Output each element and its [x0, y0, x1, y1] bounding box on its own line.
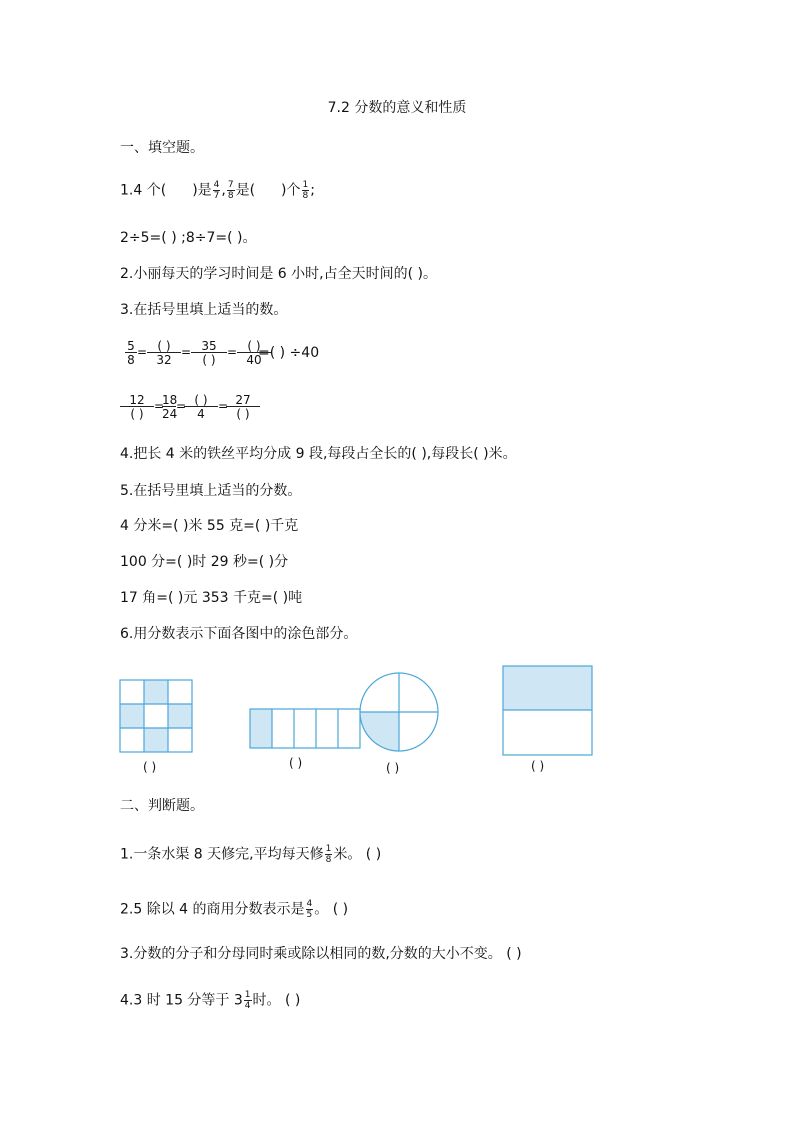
figure-grid-3x3 [119, 679, 195, 755]
equation-row-1-tail: =( ) ÷40 [258, 345, 320, 361]
judge-1: 1.一条水渠 8 天修完,平均每天修 $\frac{1}{8}$ 米。 ( ) [120, 844, 382, 865]
question-6: 6.用分数表示下面各图中的涂色部分。 [120, 626, 358, 642]
question-1b: 2÷5=( ) ;8÷7=( )。 [120, 230, 257, 246]
question-1: 1.4 个( )是 $\frac{4}{7}$ , $\frac{7}{8}$ 是( )个 $\frac{1}{8}$ ; [120, 180, 315, 201]
figure-4-caption: ( ) [531, 759, 545, 773]
q1-mid1: )是 [192, 182, 212, 199]
fraction-7-8: $\frac{7}{8}$ [227, 180, 234, 201]
page-title: 7.2 分数的意义和性质 [327, 100, 467, 116]
fraction-1-4: $\frac{1}{4}$ [244, 990, 251, 1011]
question-3: 3.在括号里填上适当的数。 [120, 302, 288, 318]
equation-row-2: 12 ( ) = 18 24 = ( ) 4 = 27 ( ) [120, 394, 280, 422]
question-4: 4.把长 4 米的铁丝平均分成 9 段,每段占全长的( ),每段长( )米。 [120, 446, 517, 462]
q1-mid2: 是( [235, 182, 256, 199]
figure-2-caption: ( ) [289, 756, 303, 770]
equation-row-1: 5 8 = ( ) 32 = 35 ( ) = ( ) 40 [125, 340, 365, 368]
fraction-4-5: $\frac{4}{5}$ [306, 899, 313, 920]
judge-2: 2.5 除以 4 的商用分数表示是 $\frac{4}{5}$ 。 ( ) [120, 899, 349, 920]
question-5b: 100 分=( )时 29 秒=( )分 [120, 554, 289, 570]
question-2: 2.小丽每天的学习时间是 6 小时,占全天时间的( )。 [120, 266, 437, 282]
judge-3: 3.分数的分子和分母同时乘或除以相同的数,分数的大小不变。 ( ) [120, 946, 522, 962]
figure-strip-5 [249, 708, 361, 750]
question-5a: 4 分米=( )米 55 克=( )千克 [120, 518, 299, 534]
q1-mid3: )个 [281, 182, 301, 199]
judge-4: 4.3 时 15 分等于 3 $\frac{1}{4}$ 时。 ( ) [120, 990, 301, 1011]
section1-heading: 一、填空题。 [120, 140, 204, 156]
figure-1-caption: ( ) [143, 760, 157, 774]
fraction-1-8-b: $\frac{1}{8}$ [325, 844, 332, 865]
q1-prefix: 1.4 个( [120, 182, 167, 199]
fraction-1-8: $\frac{1}{8}$ [302, 180, 309, 201]
figure-rect-halves [502, 665, 594, 757]
figure-3-caption: ( ) [386, 761, 400, 775]
question-5: 5.在括号里填上适当的分数。 [120, 483, 302, 499]
section2-heading: 二、判断题。 [120, 798, 204, 814]
fraction-4-7: $\frac{4}{7}$ [213, 180, 220, 201]
question-5c: 17 角=( )元 353 千克=( )吨 [120, 590, 303, 606]
figure-circle-quarters [358, 671, 440, 753]
